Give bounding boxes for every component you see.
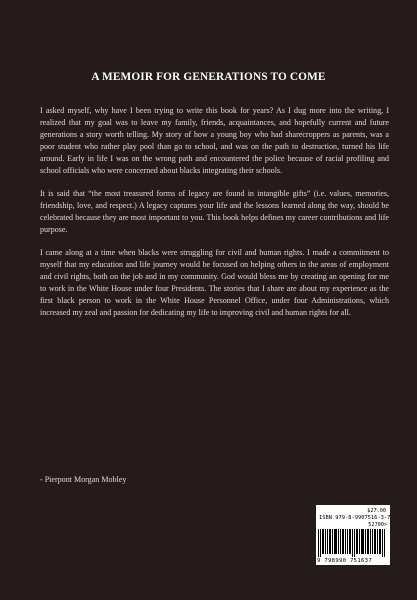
isbn-barcode-box [316, 505, 390, 565]
blurb-paragraph-3: I came along at a time when blacks were struggling for civil and human rights. I made a commitment to myself that my education and life journey would be focused on helping others in the areas of employment and civil rights, both on the job and in my community. God would bless me by creating an opening for me to work in the White House under four Presidents. The stories that I share are about my experience as the first black person to work in the White House Personnel Office, under four Administrations, which increased my zeal and passion for dedicating my life to improving civil and human rights for all. [40, 247, 389, 318]
price-addon-code: 52700> [368, 522, 387, 528]
blurb [40, 105, 389, 330]
blurb-paragraph-1: I asked myself, why have I been trying to write this book for years? As I dug more into the writing, I realized that my goal was to leave my family, friends, acquaintances, and hopefully current and future generations a story worth telling. My story of how a young boy who had sharecroppers as parents, was a poor student who rather play pool than go to school, and was on the path to destruction, turned his life around. Early in life I was on the wrong path and encountered the police because of racial profiling and school officials who were concerned about blacks integrating their schools. [40, 106, 389, 176]
price-label: $27.00 [367, 508, 386, 514]
author-signature: - Pierpont Morgan Mobley [40, 475, 127, 484]
blurb-paragraph-2: It is said that “the most treasured forms of legacy are found in intangible gifts” (i.e. values, memories, friendship, love, and respect.) A legacy captures your life and the lessons learned along the way, should be celebrated because they are most important to you. This book helps defines my career contributions and life purpose. [40, 189, 389, 235]
cover-heading: A MEMOIR FOR GENERATIONS TO COME [91, 71, 326, 83]
barcode-icon [318, 529, 388, 557]
ean-digits: 9 798990 751637 [317, 558, 373, 564]
isbn-label: ISBN 979-8-9907516-3-7 [319, 515, 391, 521]
